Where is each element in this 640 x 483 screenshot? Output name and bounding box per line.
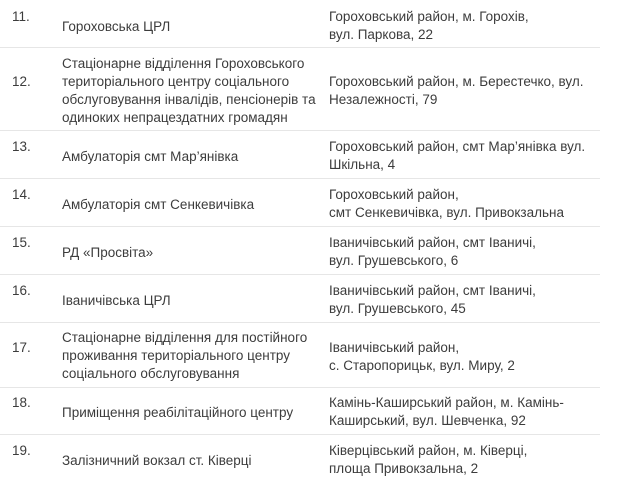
address-line: с. Старопорицьк, вул. Миру, 2	[329, 358, 515, 373]
facility-name	[62, 18, 170, 36]
facility-name	[62, 452, 252, 470]
facility-name-line: одиноких непрацездатних громадян	[62, 110, 288, 125]
row-number: 17.	[12, 340, 31, 355]
address-line: Гороховський район, смт Мар’янівка вул.	[329, 139, 586, 154]
facility-name	[62, 244, 153, 262]
address-line: вул. Грушевського, 45	[329, 301, 466, 316]
row-number: 14.	[12, 187, 31, 202]
row-divider	[0, 47, 600, 48]
row-number: 15.	[12, 235, 31, 250]
facility-name-line: соціального обслуговування	[62, 366, 240, 381]
facility-name-line: РД «Просвіта»	[62, 245, 154, 260]
facility-address	[329, 138, 585, 174]
row-divider	[0, 130, 600, 131]
facility-name	[62, 404, 293, 422]
facility-address	[329, 8, 529, 44]
facility-name-line: Стаціонарне відділення Гороховського	[62, 56, 305, 71]
row-divider	[0, 178, 600, 179]
facility-address	[329, 186, 564, 222]
address-line: Незалежності, 79	[329, 92, 438, 107]
facility-name-line: Гороховська ЦРЛ	[62, 19, 171, 34]
facility-address	[329, 394, 564, 430]
row-divider	[0, 434, 600, 435]
row-number: 12.	[12, 74, 31, 89]
facility-name	[62, 196, 254, 214]
address-line: Іваничівський район,	[329, 340, 460, 355]
address-line: Іваничівський район, смт Іваничі,	[329, 283, 536, 298]
facility-address	[329, 73, 584, 109]
address-line: Каширський, вул. Шевченка, 92	[329, 413, 526, 428]
facility-name	[62, 148, 238, 166]
address-line: Камінь-Каширський район, м. Камінь-	[329, 395, 564, 410]
facility-address	[329, 442, 527, 478]
facility-name-line: Амбулаторія смт Мар’янівка	[62, 149, 239, 164]
facility-name-line: територіального центру соціального	[62, 74, 290, 89]
address-line: Шкільна, 4	[329, 157, 396, 172]
facility-address	[329, 339, 515, 375]
facility-address	[329, 282, 536, 318]
row-divider	[0, 322, 600, 323]
address-line: смт Сенкевичівка, вул. Привокзальна	[329, 205, 564, 220]
address-line: Гороховський район, м. Берестечко, вул.	[329, 74, 584, 89]
facility-name-line: обслуговування інвалідів, пенсіонерів та	[62, 92, 316, 107]
address-line: вул. Грушевського, 6	[329, 253, 459, 268]
address-line: вул. Паркова, 22	[329, 27, 434, 42]
row-number: 18.	[12, 395, 31, 410]
facility-name	[62, 292, 171, 310]
address-line: Гороховський район, м. Горохів,	[329, 9, 529, 24]
facility-name-line: Приміщення реабілітаційного центру	[62, 405, 294, 420]
row-number: 11.	[12, 9, 30, 24]
facility-name-line: Залізничний вокзал ст. Ківерці	[62, 453, 252, 468]
address-line: Іваничівський район, смт Іваничі,	[329, 235, 536, 250]
facility-name-line: Стаціонарне відділення для постійного	[62, 330, 308, 345]
row-divider	[0, 274, 600, 275]
facility-name-line: проживання територіального центру	[62, 348, 290, 363]
facility-name-line: Іваничівська ЦРЛ	[62, 293, 171, 308]
facility-name-line: Амбулаторія смт Сенкевичівка	[62, 197, 255, 212]
row-number: 19.	[12, 443, 31, 458]
address-line: Гороховський район,	[329, 187, 459, 202]
address-line: Ківерцівський район, м. Ківерці,	[329, 443, 528, 458]
row-number: 16.	[12, 283, 31, 298]
row-number: 13.	[12, 139, 31, 154]
row-divider	[0, 226, 600, 227]
address-line: площа Привокзальна, 2	[329, 461, 479, 476]
facility-address	[329, 234, 536, 270]
row-divider	[0, 387, 600, 388]
facility-name	[62, 329, 307, 383]
facility-name	[62, 55, 316, 127]
